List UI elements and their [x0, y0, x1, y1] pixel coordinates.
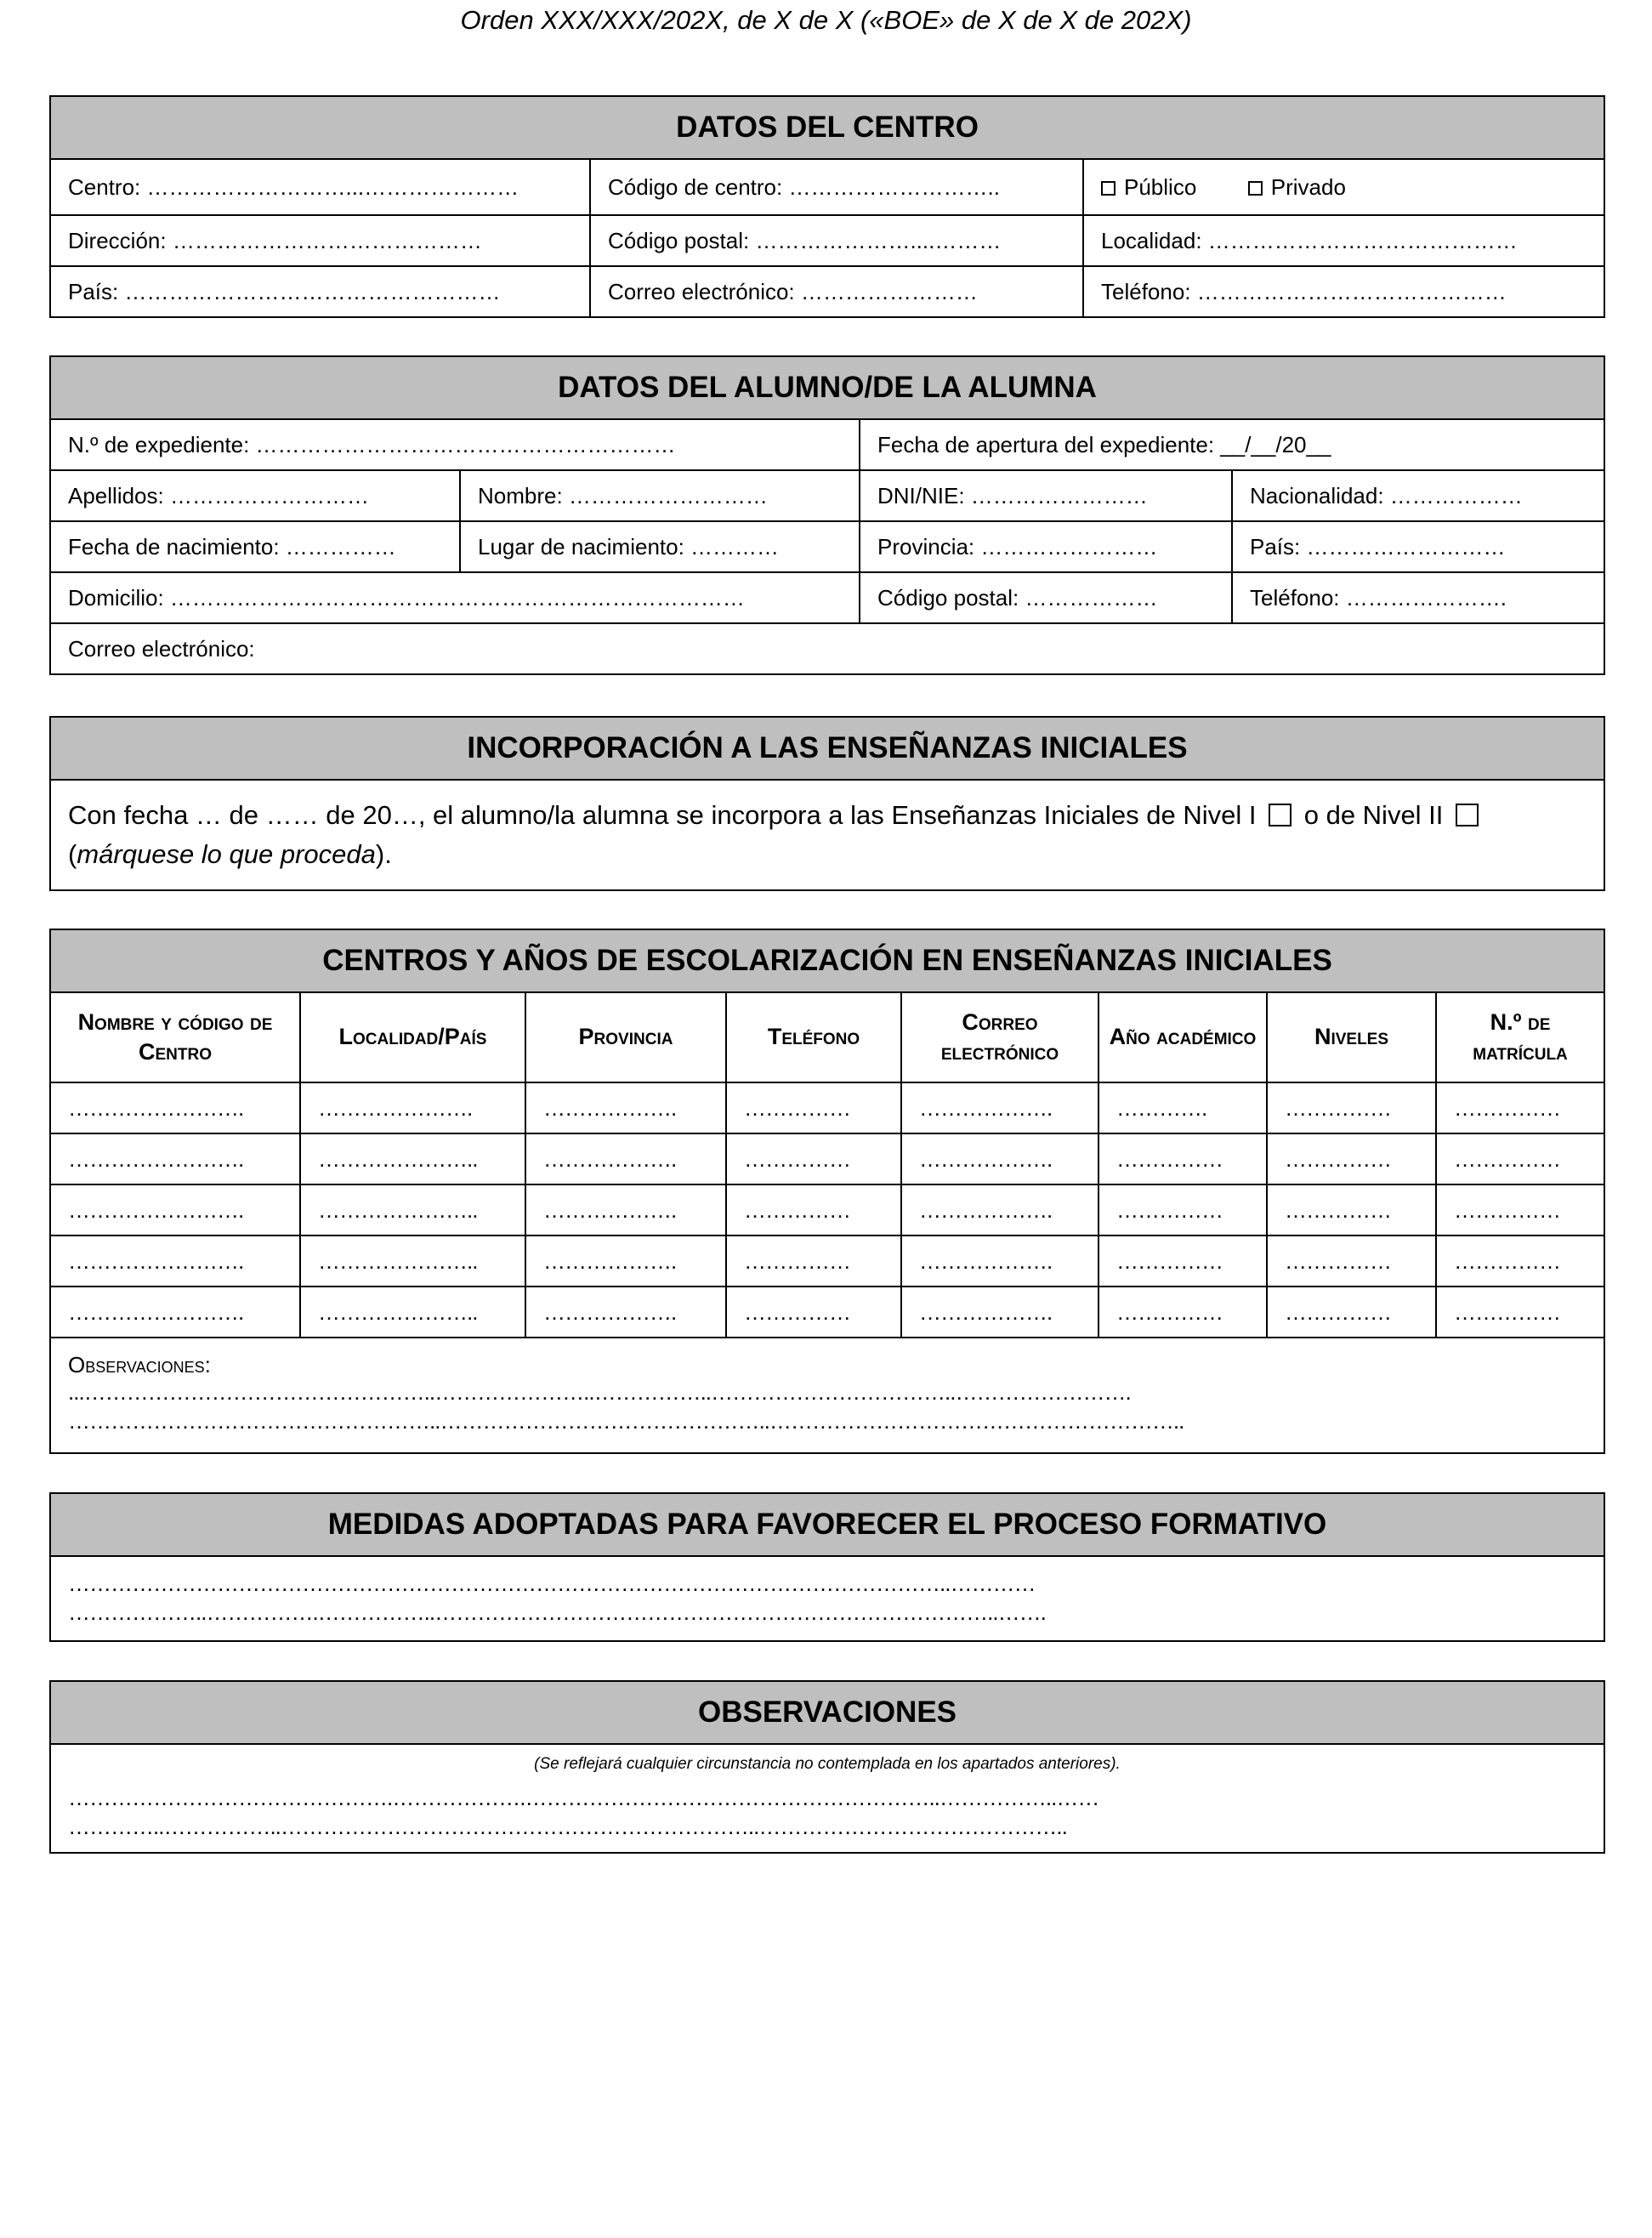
publico-label: Público	[1124, 173, 1197, 200]
domicilio-field[interactable]: Domicilio: ……………………………………………………………………	[50, 572, 860, 623]
table-row	[50, 1235, 1604, 1287]
table-cell[interactable]: ……………	[1098, 1133, 1267, 1184]
column-header: Niveles	[1267, 992, 1436, 1082]
localidad-field[interactable]: Localidad: ……………………………………	[1083, 215, 1604, 266]
dotted-line: ……………………………………………..………………………………………..…………………………………………………..	[68, 1407, 1184, 1434]
expediente-field[interactable]: N.º de expediente: …………………………………………………	[50, 419, 860, 470]
table-cell[interactable]: …………………….	[50, 1133, 300, 1184]
table-cell[interactable]: ……………	[1436, 1082, 1604, 1133]
dotted-line: …………..……………..…………………………………………………………..……………………………………..	[68, 1814, 1067, 1839]
table-cell[interactable]: ……………	[726, 1287, 901, 1338]
table-cell[interactable]: ……………….	[901, 1082, 1098, 1133]
table-cell[interactable]: ……………….	[525, 1235, 726, 1287]
table-cell[interactable]: ……………	[1436, 1287, 1604, 1338]
codigo-centro-field[interactable]: Código de centro: ………………………..	[590, 159, 1083, 215]
medidas-section	[49, 1492, 1605, 1642]
table-cell[interactable]: ……………….	[901, 1184, 1098, 1235]
codigo-postal-field[interactable]: Código postal: ………………	[860, 572, 1232, 623]
section-title: INCORPORACIÓN A LAS ENSEÑANZAS INICIALES	[50, 717, 1604, 780]
nivel-2-label: o de Nivel II	[1303, 799, 1444, 830]
column-header: Teléfono	[726, 992, 901, 1082]
privado-checkbox[interactable]	[1248, 181, 1263, 196]
privado-label: Privado	[1270, 173, 1346, 200]
table-cell[interactable]: ………………….	[300, 1082, 525, 1133]
section-title: DATOS DEL CENTRO	[50, 96, 1604, 159]
table-cell[interactable]: ……………	[1267, 1235, 1436, 1287]
table-cell[interactable]: …………………..	[300, 1287, 525, 1338]
lugar-nacimiento-field[interactable]: Lugar de nacimiento: …………	[460, 521, 860, 572]
table-cell[interactable]: ……………….	[901, 1287, 1098, 1338]
table-cell[interactable]: ……………….	[525, 1184, 726, 1235]
table-cell[interactable]: ……………	[726, 1184, 901, 1235]
table-cell[interactable]: ……………	[1267, 1287, 1436, 1338]
table-cell[interactable]: ……………	[1267, 1082, 1436, 1133]
nivel-1-checkbox[interactable]	[1269, 804, 1292, 826]
column-header: N.º de matrícula	[1436, 992, 1604, 1082]
table-cell[interactable]: ……………	[1267, 1184, 1436, 1235]
column-header: Localidad/País	[300, 992, 525, 1082]
instruction-note: márquese lo que proceda	[77, 839, 376, 869]
correo-field[interactable]: Correo electrónico:	[50, 623, 1604, 674]
table-cell[interactable]: ……………….	[525, 1082, 726, 1133]
column-header: Correo electrónico	[901, 992, 1098, 1082]
table-cell[interactable]: ……………	[726, 1082, 901, 1133]
provincia-field[interactable]: Provincia: ……………………	[860, 521, 1232, 572]
dotted-line: ……………………………………….……………….…………………………………………………..……………..……	[68, 1785, 1099, 1811]
section-title: OBSERVACIONES	[50, 1681, 1604, 1744]
incorporacion-text	[50, 780, 1604, 890]
table-cell[interactable]: ……………….	[901, 1235, 1098, 1287]
document-header: Orden XXX/XXX/202X, de X de X («BOE» de X de X de 202X)	[460, 5, 1192, 35]
observaciones-note: (Se reflejará cualquier circunstancia no contemplada en los apartados anteriores).	[534, 1755, 1121, 1774]
incorporacion-section	[49, 716, 1605, 891]
publico-checkbox[interactable]	[1101, 181, 1116, 196]
table-cell[interactable]: ……………	[1436, 1235, 1604, 1287]
dotted-line: ……………………………………………………………………………………………………………..…………	[68, 1571, 1036, 1597]
fecha-nacimiento-field[interactable]: Fecha de nacimiento: ……………	[50, 521, 460, 572]
dotted-line: ………………..…………….……………..……………………………………………………………………..…….	[68, 1599, 1046, 1625]
table-cell[interactable]: ………….	[1098, 1082, 1267, 1133]
medidas-field[interactable]	[50, 1556, 1604, 1641]
table-cell[interactable]: ……………	[1267, 1133, 1436, 1184]
table-cell[interactable]: …………………..	[300, 1133, 525, 1184]
table-row	[50, 1287, 1604, 1338]
nacionalidad-field[interactable]: Nacionalidad: ………………	[1232, 470, 1604, 521]
table-row	[50, 1133, 1604, 1184]
section-title: MEDIDAS ADOPTADAS PARA FAVORECER EL PROCESO FORMATIVO	[50, 1493, 1604, 1556]
observaciones-section	[49, 1680, 1605, 1854]
table-cell[interactable]: ……………	[1436, 1133, 1604, 1184]
datos-alumno-section	[49, 355, 1605, 675]
table-cell[interactable]: ……………	[1098, 1287, 1267, 1338]
table-cell[interactable]: …………………….	[50, 1082, 300, 1133]
paren-open: (	[68, 839, 77, 869]
table-cell[interactable]: …………………….	[50, 1287, 300, 1338]
observaciones-field[interactable]	[50, 1744, 1604, 1853]
column-header: Nombre y código de Centro	[50, 992, 300, 1082]
section-title: CENTROS Y AÑOS DE ESCOLARIZACIÓN EN ENSEÑANZAS INICIALES	[50, 929, 1604, 992]
dni-field[interactable]: DNI/NIE: ……………………	[860, 470, 1232, 521]
pais-field[interactable]: País: ………………………	[1232, 521, 1604, 572]
table-cell[interactable]: …………………..	[300, 1235, 525, 1287]
paren-close: ).	[375, 839, 392, 869]
table-cell[interactable]: …………………….	[50, 1184, 300, 1235]
observaciones-label: Observaciones:	[68, 1352, 211, 1377]
observaciones-cell[interactable]	[50, 1338, 1604, 1453]
direccion-field[interactable]: Dirección: ……………………………………	[50, 215, 590, 266]
telefono-field[interactable]: Teléfono: ………………….	[1232, 572, 1604, 623]
centro-field[interactable]: Centro: ………………………...…………………	[50, 159, 590, 215]
section-title: DATOS DEL ALUMNO/DE LA ALUMNA	[50, 356, 1604, 419]
telefono-field[interactable]: Teléfono: ……………………………………	[1083, 266, 1604, 317]
centros-escolarizacion-section	[49, 929, 1605, 1454]
dotted-line: ...…………………………………………..…………………..……………..……………………………..…………………….	[68, 1379, 1131, 1406]
table-cell[interactable]: ……………	[726, 1235, 901, 1287]
table-cell[interactable]: ……………	[1098, 1184, 1267, 1235]
titularidad-options	[1083, 159, 1604, 215]
nombre-field[interactable]: Nombre: ………………………	[460, 470, 860, 521]
pais-field[interactable]: País: ……………………………………………	[50, 266, 590, 317]
table-cell[interactable]: ……………	[726, 1133, 901, 1184]
table-cell[interactable]: ……………	[1436, 1184, 1604, 1235]
column-header: Provincia	[525, 992, 726, 1082]
nivel-2-checkbox[interactable]	[1456, 804, 1479, 826]
table-cell[interactable]: …………………….	[50, 1235, 300, 1287]
incorporacion-sentence: Con fecha … de …… de 20…, el alumno/la alumna se incorpora a las Enseñanzas Iniciales de Nivel I	[68, 799, 1257, 830]
codigo-postal-field[interactable]: Código postal: …………………....………	[590, 215, 1083, 266]
correo-field[interactable]: Correo electrónico: ……………………	[590, 266, 1083, 317]
column-header: Año académico	[1098, 992, 1267, 1082]
table-cell[interactable]: …………………..	[300, 1184, 525, 1235]
table-cell[interactable]: ……………….	[525, 1133, 726, 1184]
apellidos-field[interactable]: Apellidos: ………………………	[50, 470, 460, 521]
datos-centro-section	[49, 95, 1605, 318]
table-cell[interactable]: ……………….	[525, 1287, 726, 1338]
table-cell[interactable]: ……………	[1098, 1235, 1267, 1287]
fecha-apertura-field[interactable]: Fecha de apertura del expediente: __/__/20__	[860, 419, 1604, 470]
table-row	[50, 1082, 1604, 1133]
table-cell[interactable]: ……………….	[901, 1133, 1098, 1184]
table-row	[50, 1184, 1604, 1235]
